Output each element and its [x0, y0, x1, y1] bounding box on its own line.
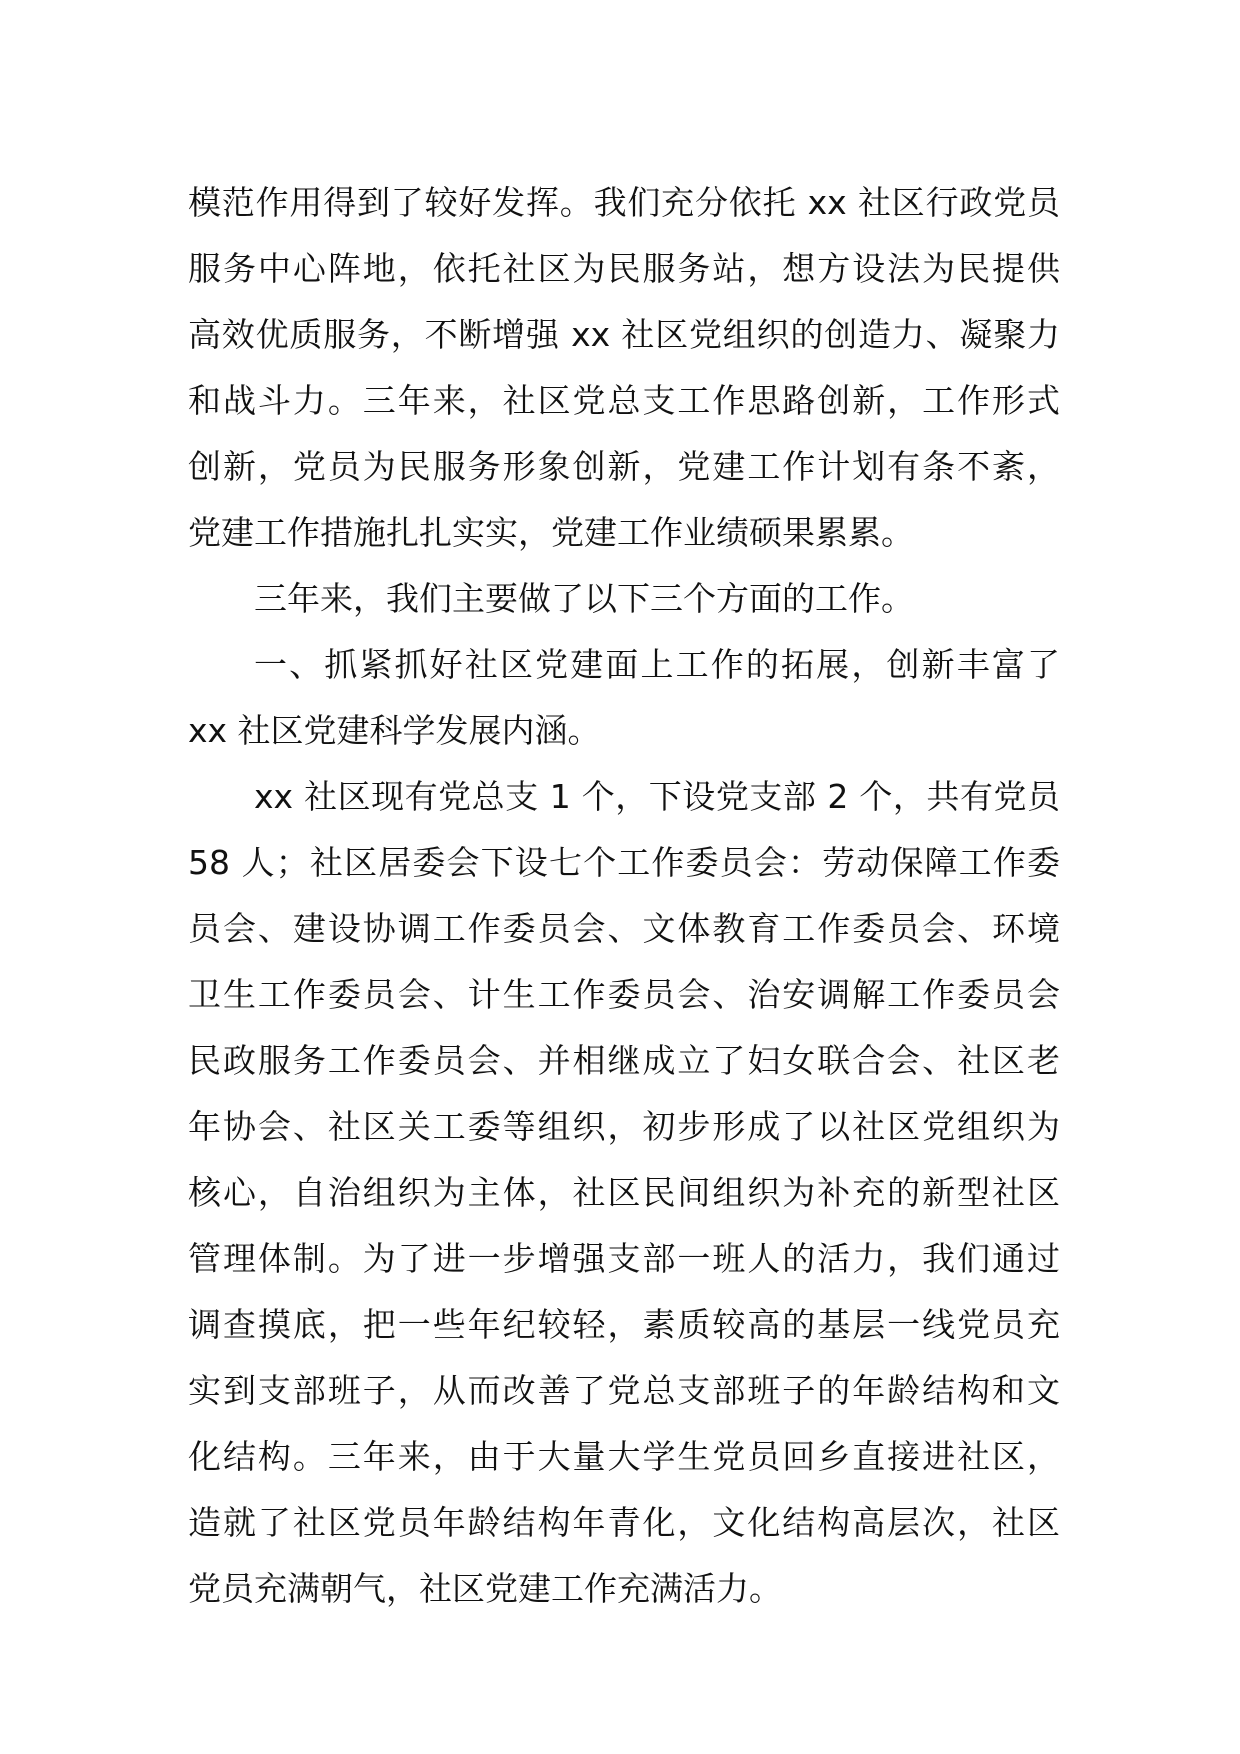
text-line: 造就了社区党员年龄结构年青化，文化结构高层次，社区 — [188, 1503, 1060, 1542]
text-line: 调查摸底，把一些年纪较轻，素质较高的基层一线党员充 — [188, 1305, 1060, 1344]
text-line: xx 社区现有党总支 1 个，下设党支部 2 个，共有党员 — [254, 777, 1060, 816]
text-line: 和战斗力。三年来，社区党总支工作思路创新，工作形式 — [188, 381, 1060, 420]
text-line: 民政服务工作委员会、并相继成立了妇女联合会、社区老 — [188, 1041, 1060, 1080]
document-body — [188, 170, 1060, 1622]
text-line: 党建工作措施扎扎实实，党建工作业绩硕果累累。 — [188, 513, 914, 552]
text-line: 58 人；社区居委会下设七个工作委员会：劳动保障工作委 — [188, 843, 1060, 882]
section-heading-line: 一、抓紧抓好社区党建面上工作的拓展，创新丰富了 — [254, 645, 1060, 684]
text-line: 化结构。三年来，由于大量大学生党员回乡直接进社区， — [188, 1437, 1060, 1476]
text-line: 创新，党员为民服务形象创新，党建工作计划有条不紊， — [188, 447, 1060, 486]
text-line: 核心，自治组织为主体，社区民间组织为补充的新型社区 — [188, 1173, 1060, 1212]
text-line: 模范作用得到了较好发挥。我们充分依托 xx 社区行政党员 — [188, 183, 1060, 222]
text-line: 三年来，我们主要做了以下三个方面的工作。 — [254, 579, 914, 618]
text-line: 卫生工作委员会、计生工作委员会、治安调解工作委员会 — [188, 975, 1060, 1014]
text-line: 实到支部班子，从而改善了党总支部班子的年龄结构和文 — [188, 1371, 1060, 1410]
text-line: 高效优质服务，不断增强 xx 社区党组织的创造力、凝聚力 — [188, 315, 1060, 354]
text-line: 服务中心阵地，依托社区为民服务站，想方设法为民提供 — [188, 249, 1060, 288]
text-line: 员会、建设协调工作委员会、文体教育工作委员会、环境 — [188, 909, 1060, 948]
text-line: 党员充满朝气，社区党建工作充满活力。 — [188, 1569, 782, 1608]
text-line: 管理体制。为了进一步增强支部一班人的活力，我们通过 — [188, 1239, 1060, 1278]
section-heading-line: xx 社区党建科学发展内涵。 — [188, 711, 601, 750]
text-line: 年协会、社区关工委等组织，初步形成了以社区党组织为 — [188, 1107, 1060, 1146]
